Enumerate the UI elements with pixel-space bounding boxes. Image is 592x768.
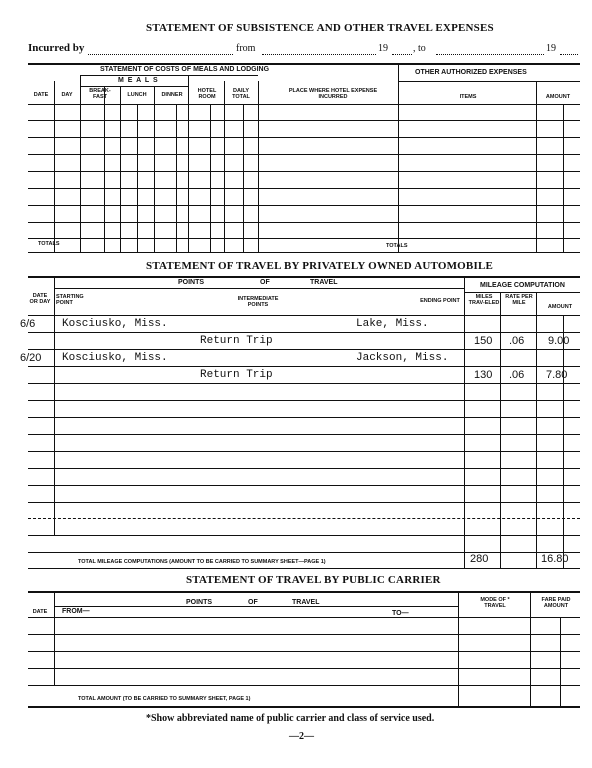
col-breakfast: BREAK-FAST [89,88,111,100]
auto-row-1-end: Lake, Miss. [356,318,429,330]
public-travel-label: TRAVEL [292,599,320,606]
auto-row-4-rate: .06 [509,369,525,381]
subsistence-title: STATEMENT OF SUBSISTENCE AND OTHER TRAVEL EXPENSES [146,22,494,34]
to-date-field[interactable] [436,54,544,55]
auto-row-2-start: Return Trip [200,335,273,347]
auto-row-4-miles: 130 [474,369,493,381]
col-date: DATE [33,92,49,98]
meals-header: M E A L S [118,77,159,84]
total-mileage-label: TOTAL MILEAGE COMPUTATIONS (AMOUNT TO BE CARRIED TO SUMMARY SHEET—PAGE 1) [78,559,326,565]
total-amount-label: TOTAL AMOUNT (TO BE CARRIED TO SUMMARY SHEET, PAGE 1) [78,696,251,702]
auto-of-label: OF [260,279,270,286]
public-of-label: OF [248,599,258,606]
from-label: from [236,43,256,54]
col-lunch: LUNCH [127,92,147,98]
other-expenses-header: OTHER AUTHORIZED EXPENSES [415,69,527,76]
year-label-1: 19 [378,43,388,54]
public-carrier-title: STATEMENT OF TRAVEL BY PUBLIC CARRIER [186,574,441,586]
public-points-label: POINTS [186,599,213,606]
auto-row-2-rate: .06 [509,335,525,347]
auto-row-1-start: Kosciusko, Miss. [62,318,168,330]
auto-points-label: POINTS [178,279,205,286]
to-label: , to [413,43,426,54]
col-daily-total: DAILY TOTAL [232,88,250,100]
col-ending-point: ENDING POINT [420,298,460,304]
col-amount: AMOUNT [545,94,571,100]
col-date-on-day: DATE OR DAY [29,293,51,305]
auto-row-3-end: Jackson, Miss. [356,352,449,364]
auto-row-2-miles: 150 [474,335,493,347]
public-col-fare: FARE PAID AMOUNT [541,597,571,609]
auto-row-4-amount: 7.80 [546,369,568,381]
mileage-computation-label: MILEAGE COMPUTATION [480,282,565,289]
incurred-by-label: Incurred by [28,42,85,54]
total-auto-amount: 16.80 [541,553,569,565]
col-day: DAY [61,92,73,98]
auto-row-3-start: Kosciusko, Miss. [62,352,168,364]
automobile-title: STATEMENT OF TRAVEL BY PRIVATELY OWNED AUTOMOBILE [146,260,494,272]
auto-row-2-amount: 9.00 [548,335,570,347]
from-date-field[interactable] [262,54,376,55]
from-year-field[interactable] [392,54,412,55]
col-items: ITEMS [459,94,477,100]
year-label-2: 19 [546,43,556,54]
col-miles-traveled: MILES TRAV-ELED [468,294,500,306]
col-starting-point: STARTING POINT [56,294,84,306]
auto-row-1-date: 6/6 [20,318,36,330]
public-col-date: DATE [32,609,48,615]
col-place: PLACE WHERE HOTEL EXPENSE INCURRED [288,88,378,100]
public-col-to: TO— [392,610,409,617]
to-year-field[interactable] [560,54,578,55]
col-hotel-room: HOTEL ROOM [197,88,217,100]
incurred-by-field[interactable] [88,54,233,55]
auto-row-3-date: 6/20 [20,352,42,364]
col-intermediate-points: INTERMEDIATE POINTS [237,296,279,308]
totals-left: TOTALS [38,241,60,247]
footnote: *Show abbreviated name of public carrier and class of service used. [146,713,435,724]
page-number: —2— [289,731,314,742]
col-auto-amount: AMOUNT [547,304,573,310]
col-rate-per-mile: RATE PER MILE [505,294,533,306]
auto-row-4-start: Return Trip [200,369,273,381]
total-miles: 280 [470,553,489,565]
meals-lodging-header: STATEMENT OF COSTS OF MEALS AND LODGING [100,66,270,73]
public-col-from: FROM— [62,608,90,615]
public-col-mode: MODE OF * TRAVEL [480,597,510,609]
totals-right: TOTALS [386,243,408,249]
auto-travel-label: TRAVEL [310,279,338,286]
col-dinner: DINNER [161,92,183,98]
